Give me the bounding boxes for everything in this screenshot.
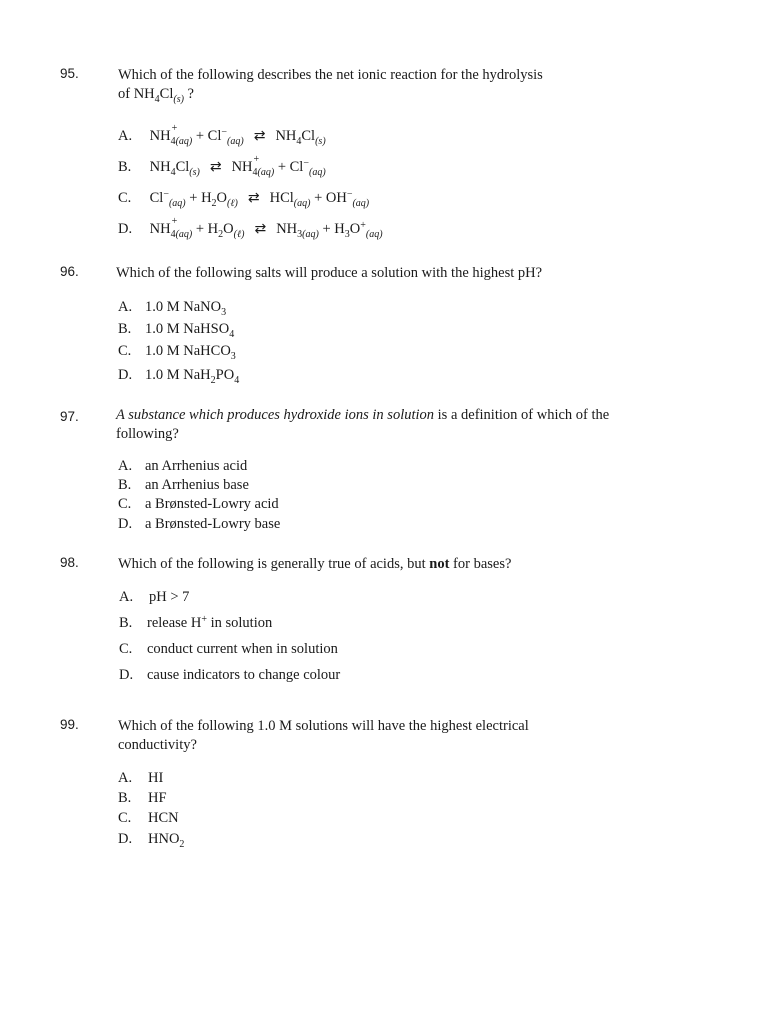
question-number: 96. xyxy=(60,264,79,279)
option-letter: D. xyxy=(118,221,133,237)
option-text: HF xyxy=(148,790,167,806)
question-text: Which of the following salts will produce a solution with the highest pH? xyxy=(116,265,543,281)
option-text: release H xyxy=(147,615,202,631)
option-a[interactable] xyxy=(118,123,326,147)
option-c[interactable] xyxy=(118,496,279,513)
option-letter: D. xyxy=(119,667,134,683)
option-letter: C. xyxy=(118,190,132,206)
equilibrium-arrow-icon: ⇄ xyxy=(254,221,267,237)
equilibrium-arrow-icon: ⇄ xyxy=(209,159,222,175)
option-equation: NH + $_{4(aq)} + Cl^-_{(aq)}$ ⇄ $NH_4Cl_{(s)}$ xyxy=(149,123,326,147)
option-text: 1.0 M NaHCO xyxy=(145,343,231,359)
option-text: HCN xyxy=(148,810,179,826)
option-letter: D. xyxy=(118,367,133,383)
option-letter: C. xyxy=(119,641,133,657)
option-letter: A. xyxy=(119,589,134,605)
option-d[interactable] xyxy=(119,667,340,684)
option-text: pH > 7 xyxy=(149,589,190,605)
option-letter: A. xyxy=(118,770,133,786)
option-letter: B. xyxy=(118,790,132,806)
question-text xyxy=(116,406,616,444)
option-text: HNO xyxy=(148,831,180,847)
option-text: HI xyxy=(148,770,164,786)
question-number: 99. xyxy=(60,717,79,732)
option-letter: A. xyxy=(118,458,133,474)
option-c[interactable] xyxy=(119,641,338,658)
option-letter: B. xyxy=(118,159,132,175)
option-letter: C. xyxy=(118,810,132,826)
option-letter: C. xyxy=(118,343,132,359)
option-a[interactable]: A. 1.0 M NaNO$_3$ xyxy=(118,299,227,318)
option-letter: B. xyxy=(119,615,133,631)
option-letter: C. xyxy=(118,496,132,512)
question-text-line: Which of the following describes the net ionic reaction for the hydrolysis xyxy=(118,67,543,83)
option-b[interactable]: B. release H+ in solution xyxy=(119,614,273,631)
option-d[interactable]: D. $HNO_2$ xyxy=(118,831,185,850)
option-a[interactable] xyxy=(118,770,163,787)
option-d[interactable] xyxy=(118,516,280,533)
question-text-italic: A substance which produces hydroxide ions in solution xyxy=(116,407,435,423)
question-text: Which of the following is generally true of acids, but not for bases? xyxy=(118,556,512,572)
option-text: an Arrhenius base xyxy=(145,477,249,493)
question-text-line: of $NH_4Cl_{(s)}$ ? xyxy=(118,86,194,105)
option-a[interactable] xyxy=(119,589,189,606)
question-text xyxy=(118,66,628,104)
option-letter: D. xyxy=(118,516,133,532)
option-letter: B. xyxy=(118,477,132,493)
question-text: Which of the following 1.0 M solutions will have the highest electrical conductivity? xyxy=(118,718,529,753)
option-b[interactable] xyxy=(118,477,249,494)
question-number: 95. xyxy=(60,66,79,81)
option-letter: A. xyxy=(118,299,133,315)
option-d[interactable] xyxy=(118,216,383,240)
emphasis-not: not xyxy=(429,556,450,572)
option-letter: A. xyxy=(118,128,133,144)
option-equation: $Cl^-_{(aq)} + H_2O_{(\ell)}$ ⇄ $HCl_{(aq)} + OH^-_{(aq)}$ xyxy=(149,189,370,209)
option-b[interactable] xyxy=(118,790,167,807)
option-text: a Brønsted-Lowry base xyxy=(145,516,281,532)
option-d[interactable]: D. 1.0 M $NaH_2PO_4$ xyxy=(118,367,240,386)
equilibrium-arrow-icon: ⇄ xyxy=(247,190,260,206)
equilibrium-arrow-icon: ⇄ xyxy=(253,128,266,144)
option-text: cause indicators to change colour xyxy=(147,667,341,683)
option-c[interactable] xyxy=(118,810,179,827)
option-b[interactable] xyxy=(118,154,326,178)
option-equation: $NH_4Cl_{(s)}$ ⇄ NH + $_{4(aq)} + Cl^-_{(aq)}$ xyxy=(149,154,326,178)
question-number: 97. xyxy=(60,409,79,424)
option-c[interactable]: C. 1.0 M NaHCO$_3$ xyxy=(118,343,236,362)
option-text: 1.0 M NaHSO xyxy=(145,321,230,337)
option-equation: NH + $_{4(aq)} + H_2O_{(\ell)}$ ⇄ $NH_{3(aq)} + H_3O^+_{(aq)}$ xyxy=(149,216,383,240)
option-text: a Brønsted-Lowry acid xyxy=(145,496,279,512)
option-letter: B. xyxy=(118,321,132,337)
option-text: 1.0 M NaH xyxy=(145,367,211,383)
option-text: an Arrhenius acid xyxy=(145,458,248,474)
question-number: 98. xyxy=(60,555,79,570)
option-text: conduct current when in solution xyxy=(147,641,338,657)
option-c[interactable] xyxy=(118,190,369,207)
option-a[interactable] xyxy=(118,458,247,475)
option-b[interactable]: B. 1.0 M NaHSO$_4$ xyxy=(118,321,235,340)
option-text: 1.0 M NaNO xyxy=(145,299,222,315)
option-letter: D. xyxy=(118,831,133,847)
question-text-rest: is a definition of which of the following? xyxy=(116,407,610,442)
